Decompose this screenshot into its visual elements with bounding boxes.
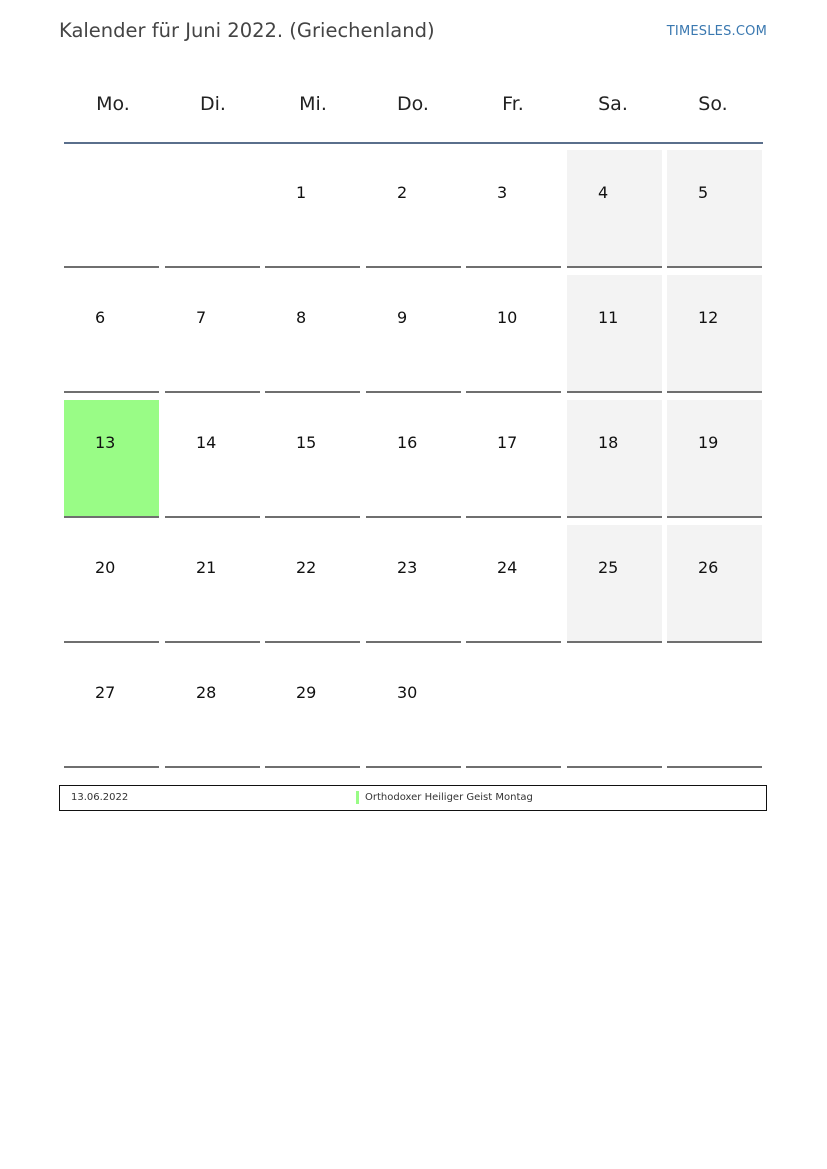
day-cell <box>667 150 762 268</box>
day-number: 17 <box>497 433 518 452</box>
brand-link[interactable]: TIMESLES.COM <box>666 24 767 39</box>
day-number: 30 <box>397 683 418 702</box>
weekday-header-row <box>63 84 763 124</box>
day-number: 12 <box>698 308 719 327</box>
day-cell <box>64 275 159 393</box>
day-cell <box>667 525 762 643</box>
day-cell <box>667 400 762 518</box>
day-number: 23 <box>397 558 418 577</box>
day-number: 20 <box>95 558 116 577</box>
holiday-date: 13.06.2022 <box>71 792 129 803</box>
day-number: 21 <box>196 558 217 577</box>
day-cell <box>567 525 662 643</box>
day-number: 25 <box>598 558 619 577</box>
holiday-legend <box>59 785 767 811</box>
weekday-label: Mo. <box>96 93 130 115</box>
day-cell <box>165 275 260 393</box>
day-number: 22 <box>296 558 317 577</box>
holiday-color-marker <box>356 791 359 804</box>
day-cell <box>466 525 561 643</box>
day-number: 26 <box>698 558 719 577</box>
day-cell <box>466 650 561 768</box>
day-number: 29 <box>296 683 317 702</box>
day-cell <box>366 650 461 768</box>
day-cell <box>366 400 461 518</box>
page-title: Kalender für Juni 2022. (Griechenland) <box>59 19 435 42</box>
day-number: 14 <box>196 433 217 452</box>
day-cell <box>165 400 260 518</box>
day-cell <box>165 525 260 643</box>
day-cell <box>366 150 461 268</box>
day-number: 1 <box>296 183 307 202</box>
day-cell <box>567 150 662 268</box>
weekday-label: Sa. <box>598 93 628 115</box>
weekday-label: Di. <box>200 93 226 115</box>
day-cell <box>366 275 461 393</box>
day-cell <box>64 400 159 518</box>
day-number: 3 <box>497 183 508 202</box>
header-divider <box>64 142 763 144</box>
day-cell <box>667 275 762 393</box>
day-number: 7 <box>196 308 207 327</box>
day-number: 2 <box>397 183 408 202</box>
day-cell <box>667 650 762 768</box>
day-cell <box>265 650 360 768</box>
weekday-label: So. <box>698 93 728 115</box>
day-number: 8 <box>296 308 307 327</box>
weekday-label: Fr. <box>502 93 524 115</box>
day-number: 6 <box>95 308 106 327</box>
day-number: 16 <box>397 433 418 452</box>
day-cell <box>366 525 461 643</box>
day-cell <box>466 275 561 393</box>
day-number: 9 <box>397 308 408 327</box>
day-number: 28 <box>196 683 217 702</box>
day-cell <box>165 650 260 768</box>
day-number: 18 <box>598 433 619 452</box>
day-number: 11 <box>598 308 619 327</box>
day-cell <box>567 650 662 768</box>
day-number: 4 <box>598 183 609 202</box>
day-cell <box>64 650 159 768</box>
day-cell <box>466 150 561 268</box>
day-number: 5 <box>698 183 709 202</box>
day-cell <box>265 275 360 393</box>
day-cell <box>567 400 662 518</box>
day-number: 10 <box>497 308 518 327</box>
day-cell <box>567 275 662 393</box>
day-number: 27 <box>95 683 116 702</box>
day-cell <box>165 150 260 268</box>
weekday-label: Do. <box>397 93 429 115</box>
day-cell <box>64 525 159 643</box>
weekday-label: Mi. <box>299 93 327 115</box>
day-number: 24 <box>497 558 518 577</box>
day-cell <box>64 150 159 268</box>
day-number: 19 <box>698 433 719 452</box>
day-cell <box>466 400 561 518</box>
day-cell <box>265 150 360 268</box>
day-number: 13 <box>95 433 116 452</box>
day-cell <box>265 400 360 518</box>
holiday-name: Orthodoxer Heiliger Geist Montag <box>365 792 533 803</box>
day-number: 15 <box>296 433 317 452</box>
day-cell <box>265 525 360 643</box>
